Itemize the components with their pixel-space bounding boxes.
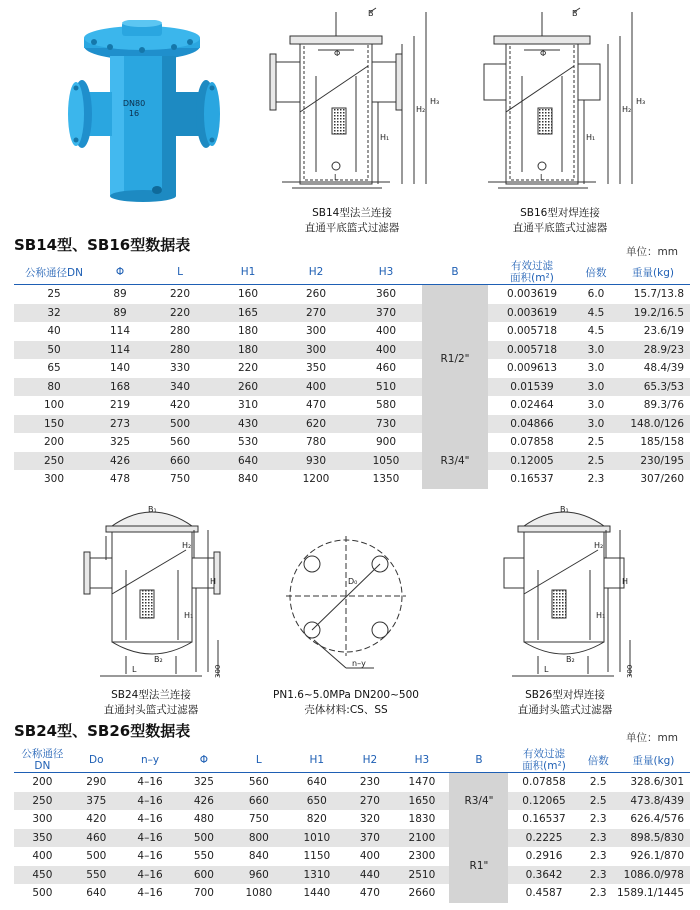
sb26-dim-b1: B₁	[560, 505, 569, 514]
table-cell: 3.0	[576, 415, 616, 434]
table2-title: SB24型、SB26型数据表	[14, 722, 191, 740]
table-cell: 500	[178, 829, 229, 848]
table-cell: 325	[109, 436, 131, 449]
table-cell: 0.16537	[510, 473, 554, 486]
table-row	[14, 341, 690, 360]
table-row	[14, 773, 690, 792]
table-cell: 200	[43, 436, 65, 449]
product-photo	[62, 20, 232, 205]
sb26-dim-h1: H₁	[596, 611, 606, 620]
table-cell: 730	[350, 415, 422, 434]
sb14-caption: SB14型法兰连接 直通平底篮式过滤器	[304, 207, 400, 234]
table-cell: 4–16	[122, 866, 179, 885]
table-cell: 350	[305, 362, 327, 375]
t1-h-h1: H1	[240, 266, 256, 278]
table-cell: 2.3	[589, 850, 607, 863]
table-cell: 273	[94, 415, 146, 434]
table-row	[14, 378, 690, 397]
table-cell: 3.0	[576, 378, 616, 397]
table-cell: 840	[248, 850, 269, 863]
t2-h-phi: Φ	[199, 754, 208, 766]
table-cell: 320	[359, 813, 380, 826]
table-cell: 0.2916	[525, 850, 563, 863]
table-cell: 280	[169, 325, 191, 338]
table-cell: 460	[375, 362, 397, 375]
table-cell: 260	[305, 288, 327, 301]
t1-h-h3: H3	[378, 266, 394, 278]
table-row	[14, 847, 690, 866]
table-cell: 750	[248, 813, 269, 826]
table-cell: 1589.1/1445	[617, 887, 684, 900]
table-cell: 114	[109, 325, 131, 338]
table1-unit: 单位：mm	[626, 246, 678, 258]
table-cell: 0.2225	[508, 829, 579, 848]
table-cell: 340	[146, 378, 214, 397]
table-cell: 478	[109, 473, 131, 486]
sb14-dim-l: L	[334, 173, 339, 182]
table-cell: 148.0/126	[616, 415, 690, 434]
table-cell: 89	[113, 288, 127, 301]
table-cell: 0.3642	[508, 866, 579, 885]
table-cell: 420	[86, 813, 107, 826]
t2-h-l: L	[255, 754, 262, 766]
table-cell: 840	[237, 473, 259, 486]
table-cell: 185/158	[640, 436, 684, 449]
table-cell: 180	[214, 341, 282, 360]
table-cell: 220	[169, 288, 191, 301]
table-cell: 0.01539	[488, 378, 576, 397]
table-row	[14, 866, 690, 885]
table-cell: 0.16537	[522, 813, 566, 826]
sb16-caption: SB16型对焊连接 直通平底篮式过滤器	[512, 207, 608, 234]
table-cell: 89	[94, 304, 146, 323]
table-row	[14, 304, 690, 323]
table2-header-row	[14, 748, 690, 773]
table-cell: 165	[214, 304, 282, 323]
table-cell: 219	[109, 399, 131, 412]
table-cell: 250	[14, 452, 94, 471]
table-cell: 470	[305, 399, 327, 412]
table-cell: 1350	[372, 473, 400, 486]
sb14-dim-phi: Φ	[334, 49, 341, 58]
sb16-dim-h3: H₃	[636, 97, 646, 106]
table-cell: 4–16	[122, 829, 179, 848]
table-row	[14, 470, 690, 489]
t2-h-ratio: 倍数	[587, 754, 609, 767]
table2-unit: 单位：mm	[626, 732, 678, 744]
table-cell: 510	[350, 378, 422, 397]
table-row	[14, 285, 690, 304]
table-cell: 200	[32, 776, 53, 789]
table-cell: 4–16	[137, 776, 163, 789]
table-cell: 230/195	[616, 452, 690, 471]
table-cell: 530	[237, 436, 259, 449]
table-cell: 220	[146, 304, 214, 323]
table-cell: 4–16	[137, 887, 163, 900]
table-row	[14, 359, 690, 378]
table-cell: 0.005718	[506, 325, 558, 338]
table-cell: 40	[47, 325, 61, 338]
table-cell: 400	[282, 378, 350, 397]
table-cell: 900	[375, 436, 397, 449]
table-cell: 19.2/16.5	[616, 304, 690, 323]
t1-h-dn: 公称通径DN	[25, 266, 83, 279]
table-cell: 220	[237, 362, 259, 375]
table-cell: 660	[146, 452, 214, 471]
table-cell: 2.3	[589, 887, 607, 900]
table-cell: 2.5	[576, 452, 616, 471]
t2-h-weight: 重量(kg)	[632, 754, 675, 767]
table-cell: 325	[193, 776, 214, 789]
table-cell: 328.6/301	[630, 776, 684, 789]
table-cell: 500	[146, 415, 214, 434]
table-cell: 426	[178, 792, 229, 811]
sb14-drawing	[262, 4, 442, 200]
table-cell: 2300	[408, 850, 436, 863]
table-cell: 375	[71, 792, 122, 811]
table-cell: 89.3/76	[643, 399, 684, 412]
table-cell: 2.3	[587, 473, 605, 486]
table-cell: 1650	[394, 792, 449, 811]
table-cell: 1200	[302, 473, 330, 486]
t1-h-phi: Φ	[115, 266, 125, 278]
table-cell: 32	[14, 304, 94, 323]
table-cell: 114	[94, 341, 146, 360]
sb24-dim-300: 300	[214, 664, 222, 678]
table-row	[14, 810, 690, 829]
table-cell: 600	[178, 866, 229, 885]
table-cell: 80	[14, 378, 94, 397]
table-cell: 400	[32, 850, 53, 863]
sb24-dim-h2: H₂	[182, 541, 192, 550]
sb16-drawing	[470, 4, 650, 200]
table-cell: 2.5	[589, 776, 607, 789]
table-cell: 270	[282, 304, 350, 323]
table-cell: 640	[306, 776, 327, 789]
table-cell: 750	[169, 473, 191, 486]
table-cell: 2.3	[589, 813, 607, 826]
table-cell: 400	[359, 850, 380, 863]
table1-title: SB14型、SB16型数据表	[14, 236, 191, 254]
table-cell: 4–16	[122, 792, 179, 811]
table-cell: 420	[169, 399, 191, 412]
table-cell: 310	[237, 399, 259, 412]
t2-h-area: 有效过滤 面积(m²)	[522, 748, 566, 772]
table-cell: 1080	[245, 887, 273, 900]
table-cell: 330	[169, 362, 191, 375]
table-cell: 180	[237, 325, 259, 338]
t2-h-dn: 公称通径 DN	[21, 748, 64, 772]
table-cell: 560	[169, 436, 191, 449]
table-cell-b: R1"	[449, 829, 508, 903]
table-cell: 470	[359, 887, 380, 900]
t2-h-h1: H1	[309, 754, 325, 766]
sb24-dim-h: H	[210, 577, 217, 586]
table-cell: 460	[71, 829, 122, 848]
table-cell: 450	[14, 866, 71, 885]
table-cell: 300	[305, 325, 327, 338]
table-cell: 2510	[394, 866, 449, 885]
table-cell: 28.9/23	[616, 341, 690, 360]
table-cell: 0.003619	[506, 288, 558, 301]
sb24-dim-b1: B₁	[148, 505, 157, 514]
table-cell: 820	[306, 813, 327, 826]
table-cell: 307/260	[640, 473, 684, 486]
table-cell-b: R1/2"	[422, 285, 488, 434]
table-cell: 0.4587	[525, 887, 563, 900]
sb26-dim-300: 300	[626, 664, 634, 678]
table-cell: 800	[229, 829, 288, 848]
sb16-dim-b: B	[572, 9, 578, 18]
table-cell: 0.005718	[488, 341, 576, 360]
sb26-dim-h: H	[622, 577, 629, 586]
table-cell: 23.6/19	[643, 325, 684, 338]
table-cell: 400	[375, 325, 397, 338]
table-cell: 50	[14, 341, 94, 360]
flange-drawing	[286, 530, 406, 680]
table-cell: 400	[350, 341, 422, 360]
table-cell: 48.4/39	[643, 362, 684, 375]
t1-h-b: B	[451, 266, 459, 278]
table-cell: 3.0	[587, 362, 605, 375]
table-cell: 550	[71, 866, 122, 885]
table-cell: 2.5	[580, 792, 617, 811]
table-cell: 960	[229, 866, 288, 885]
product-dn-label: DN80	[122, 99, 146, 108]
table-cell: 168	[94, 378, 146, 397]
sb24-dim-b2: B₂	[154, 655, 163, 664]
table-cell: 626.4/576	[630, 813, 684, 826]
table-cell: 1050	[350, 452, 422, 471]
table-cell: 440	[345, 866, 394, 885]
table-cell: 2100	[394, 829, 449, 848]
table-cell: 1440	[303, 887, 331, 900]
table-row	[14, 452, 690, 471]
table-cell: 25	[47, 288, 61, 301]
sb14-dim-b: B	[368, 9, 374, 18]
t1-h-l: L	[177, 266, 183, 278]
table-cell: 4.5	[576, 304, 616, 323]
sb26-dim-b2: B₂	[566, 655, 575, 664]
table-cell-b: R3/4"	[449, 773, 508, 829]
table-cell: 0.07858	[510, 436, 554, 449]
table-row	[14, 829, 690, 848]
table-cell: 1010	[288, 829, 345, 848]
table-cell: 140	[109, 362, 131, 375]
table-cell: 0.003619	[488, 304, 576, 323]
table-cell: 270	[345, 792, 394, 811]
table-cell: 0.02464	[510, 399, 554, 412]
t1-h-ratio: 倍数	[585, 266, 607, 279]
table-cell: 640	[214, 452, 282, 471]
table-cell-b: R3/4"	[422, 433, 488, 489]
table-cell: 300	[282, 341, 350, 360]
sb14-dim-h1: H₁	[380, 133, 390, 142]
sb24-caption: SB24型法兰连接 直通封头篮式过滤器	[103, 689, 199, 716]
sb16-dim-phi: Φ	[540, 49, 547, 58]
product-pn-label: 16	[128, 109, 140, 118]
table-cell: 640	[86, 887, 107, 900]
table-cell: 430	[214, 415, 282, 434]
table-cell: 150	[14, 415, 94, 434]
t2-h-h3: H3	[414, 754, 430, 766]
table-cell: 500	[86, 850, 107, 863]
table-row	[14, 884, 690, 903]
table-row	[14, 792, 690, 811]
table-cell: 780	[305, 436, 327, 449]
table-cell: 100	[43, 399, 65, 412]
flange-dim-ny: n–y	[352, 659, 366, 668]
table-cell: 260	[214, 378, 282, 397]
table-cell: 2.5	[587, 436, 605, 449]
table-row	[14, 396, 690, 415]
table-row	[14, 322, 690, 341]
table-cell: 370	[345, 829, 394, 848]
table-cell: 426	[94, 452, 146, 471]
sb14-dim-h2: H₂	[416, 105, 426, 114]
table-cell: 360	[375, 288, 397, 301]
t2-h-ny: n–y	[141, 754, 160, 766]
sb14-dim-h3: H₃	[430, 97, 440, 106]
t1-h-area: 有效过滤 面积(m²)	[510, 260, 554, 284]
table-cell: 65	[47, 362, 61, 375]
table-cell: 290	[86, 776, 107, 789]
flange-caption: PN1.6~5.0MPa DN200~500 壳体材料:CS、SS	[273, 689, 419, 716]
table-cell: 0.009613	[506, 362, 558, 375]
table-cell: 15.7/13.8	[633, 288, 684, 301]
table-cell: 480	[193, 813, 214, 826]
table-cell: 4–16	[137, 813, 163, 826]
table-cell: 230	[359, 776, 380, 789]
table-cell: 370	[350, 304, 422, 323]
table-cell: 65.3/53	[616, 378, 690, 397]
t2-h-do: Do	[89, 754, 104, 766]
table-cell: 898.5/830	[617, 829, 690, 848]
table2	[14, 748, 690, 903]
table-cell: 473.8/439	[617, 792, 690, 811]
table-cell: 500	[32, 887, 53, 900]
table-cell: 660	[229, 792, 288, 811]
table1	[14, 260, 690, 489]
sb24-dim-l: L	[132, 665, 137, 674]
table-cell: 620	[282, 415, 350, 434]
table-cell: 930	[282, 452, 350, 471]
table-cell: 4–16	[137, 850, 163, 863]
table-cell: 6.0	[587, 288, 605, 301]
sb26-caption: SB26型对焊连接 直通封头篮式过滤器	[517, 689, 613, 716]
table-cell: 580	[375, 399, 397, 412]
table-cell: 300	[43, 473, 65, 486]
sb24-drawing	[76, 500, 226, 685]
table-cell: 3.0	[587, 399, 605, 412]
table-cell: 1086.0/978	[617, 866, 690, 885]
table-cell: 3.0	[576, 341, 616, 360]
table-cell: 2660	[408, 887, 436, 900]
table-cell: 280	[146, 341, 214, 360]
table-cell: 1310	[288, 866, 345, 885]
t1-h-h2: H2	[308, 266, 324, 278]
table-cell: 700	[193, 887, 214, 900]
table-row	[14, 415, 690, 434]
table-cell: 250	[14, 792, 71, 811]
table-cell: 0.12005	[488, 452, 576, 471]
table-cell: 0.04866	[488, 415, 576, 434]
table-cell: 160	[237, 288, 259, 301]
sb26-dim-l: L	[544, 665, 549, 674]
table-cell: 2.3	[580, 866, 617, 885]
table1-header-row	[14, 260, 690, 285]
sb16-dim-h1: H₁	[586, 133, 596, 142]
t2-h-h2: H2	[362, 754, 378, 766]
t1-h-weight: 重量(kg)	[632, 266, 674, 279]
table-cell: 350	[14, 829, 71, 848]
table-row	[14, 433, 690, 452]
table-cell: 650	[288, 792, 345, 811]
sb16-dim-h2: H₂	[622, 105, 632, 114]
table-cell: 4.5	[587, 325, 605, 338]
table-cell: 1830	[408, 813, 436, 826]
table-cell: 1470	[408, 776, 436, 789]
table-cell: 300	[32, 813, 53, 826]
sb26-dim-h2: H₂	[594, 541, 604, 550]
table-cell: 550	[193, 850, 214, 863]
table-cell: 560	[248, 776, 269, 789]
table-cell: 926.1/870	[630, 850, 684, 863]
sb24-dim-h1: H₁	[184, 611, 194, 620]
table-cell: 1150	[303, 850, 331, 863]
sb16-dim-l: L	[540, 173, 545, 182]
t2-h-b: B	[475, 754, 483, 766]
sb26-drawing	[490, 500, 640, 685]
flange-dim-d0: D₀	[348, 577, 358, 586]
table-cell: 2.3	[580, 829, 617, 848]
table-cell: 0.12065	[508, 792, 579, 811]
table-cell: 0.07858	[522, 776, 566, 789]
